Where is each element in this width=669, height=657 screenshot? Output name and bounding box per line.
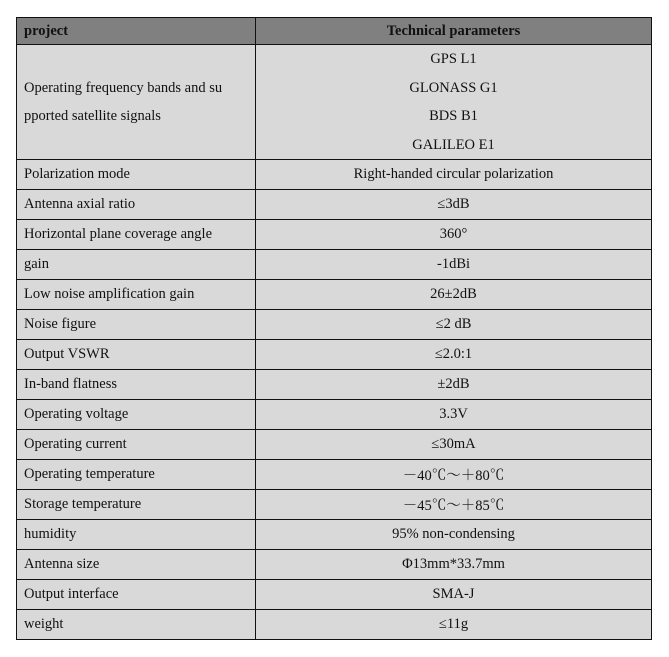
table-row <box>17 400 652 430</box>
row-value: SMA-J <box>256 580 652 610</box>
row-label: Noise figure <box>17 310 256 340</box>
table-header-row <box>17 18 652 45</box>
signal-value: GLONASS G1 <box>409 79 498 96</box>
table-row <box>17 310 652 340</box>
row-label: Antenna axial ratio <box>17 190 256 220</box>
label-line: pported satellite signals <box>24 108 161 124</box>
table-row <box>17 430 652 460</box>
signal-value: GPS L1 <box>430 51 477 67</box>
row-value: ±2dB <box>256 370 652 400</box>
row-label: Operating current <box>17 430 256 460</box>
table-row <box>17 580 652 610</box>
row-value: 3.3V <box>256 400 652 430</box>
row-label: In-band flatness <box>17 370 256 400</box>
table-row <box>17 550 652 580</box>
table-row <box>17 190 652 220</box>
table-row <box>17 45 652 160</box>
row-label: Horizontal plane coverage angle <box>17 220 256 250</box>
table-row <box>17 160 652 190</box>
row-label: Operating voltage <box>17 400 256 430</box>
table-row <box>17 280 652 310</box>
row-label: Storage temperature <box>17 490 256 520</box>
label-line: Operating frequency bands and su <box>24 80 223 96</box>
row-value: －45℃～＋85℃ <box>256 490 652 520</box>
row-label: Antenna size <box>17 550 256 580</box>
row-value: －40℃～＋80℃ <box>256 460 652 490</box>
row-label <box>17 45 256 160</box>
row-label: Low noise amplification gain <box>17 280 256 310</box>
row-value: 26±2dB <box>256 280 652 310</box>
row-value: -1dBi <box>256 250 652 280</box>
row-label: gain <box>17 250 256 280</box>
table-row <box>17 220 652 250</box>
row-value: Right-handed circular polarization <box>256 160 652 190</box>
technical-parameters-table <box>16 17 652 640</box>
row-value: ≤2.0:1 <box>256 340 652 370</box>
row-label: Operating temperature <box>17 460 256 490</box>
table-row <box>17 250 652 280</box>
row-value: ≤30mA <box>256 430 652 460</box>
table-row <box>17 370 652 400</box>
signal-value: GALILEO E1 <box>412 136 495 153</box>
row-value: 95% non-condensing <box>256 520 652 550</box>
table-row <box>17 610 652 640</box>
row-label: Output interface <box>17 580 256 610</box>
table-row <box>17 460 652 490</box>
table-row <box>17 520 652 550</box>
row-label: weight <box>17 610 256 640</box>
row-value: ≤3dB <box>256 190 652 220</box>
row-value <box>256 45 652 160</box>
table-row <box>17 340 652 370</box>
row-label: humidity <box>17 520 256 550</box>
row-value: Φ13mm*33.7mm <box>256 550 652 580</box>
table-row <box>17 490 652 520</box>
row-label: Output VSWR <box>17 340 256 370</box>
row-value: 360° <box>256 220 652 250</box>
signal-value: BDS B1 <box>429 108 478 124</box>
header-technical-parameters: Technical parameters <box>256 18 652 45</box>
row-label: Polarization mode <box>17 160 256 190</box>
row-value: ≤11g <box>256 610 652 640</box>
header-project: project <box>17 18 256 45</box>
row-value: ≤2 dB <box>256 310 652 340</box>
